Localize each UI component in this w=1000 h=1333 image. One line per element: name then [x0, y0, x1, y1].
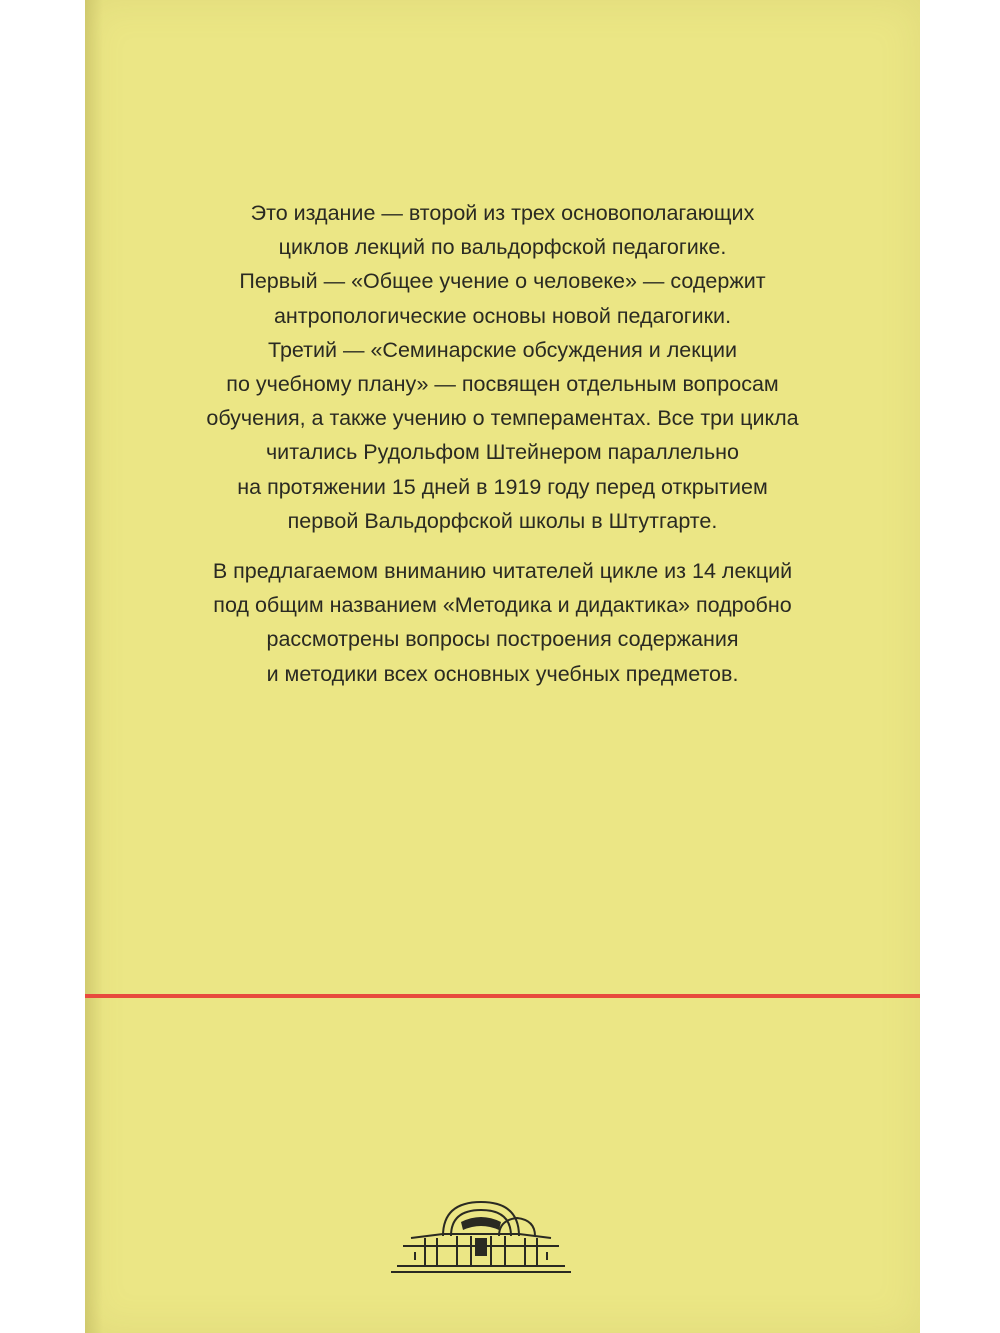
- text-line: В предлагаемом вниманию читателей цикле из 14 лекций: [212, 559, 793, 584]
- text-line: Третий — «Семинарские обсуждения и лекции: [268, 337, 737, 362]
- annotation-text: [85, 196, 920, 691]
- text-line: читались Рудольфом Штейнером параллельно: [265, 440, 739, 465]
- text-line: Первый — «Общее учение о человеке» — содержит: [239, 269, 766, 294]
- text-line: Это издание — второй из трех основополагающих: [250, 201, 755, 225]
- goetheanum-building-icon: [381, 1196, 581, 1276]
- text-line: обучения, а также учению о темпераментах. Все три цикла: [206, 406, 799, 431]
- text-line: по учебному плану» — посвящен отдельным вопросам: [226, 372, 779, 397]
- text-line: и методики всех основных учебных предметов.: [266, 661, 739, 686]
- text-line: циклов лекций по вальдорфской педагогике.: [278, 235, 727, 260]
- text-line: антропологические основы новой педагогики.: [273, 303, 732, 328]
- text-line: рассмотрены вопросы построения содержания: [266, 627, 739, 652]
- text-line: под общим названием «Методика и дидактика» подробно: [213, 593, 792, 618]
- text-line: первой Вальдорфской школы в Штутгарте.: [287, 508, 718, 533]
- red-divider-rule: [85, 994, 920, 998]
- annotation-paragraph-2: [85, 554, 920, 691]
- text-line: на протяжении 15 дней в 1919 году перед открытием: [237, 474, 768, 499]
- annotation-paragraph-1: [85, 196, 920, 538]
